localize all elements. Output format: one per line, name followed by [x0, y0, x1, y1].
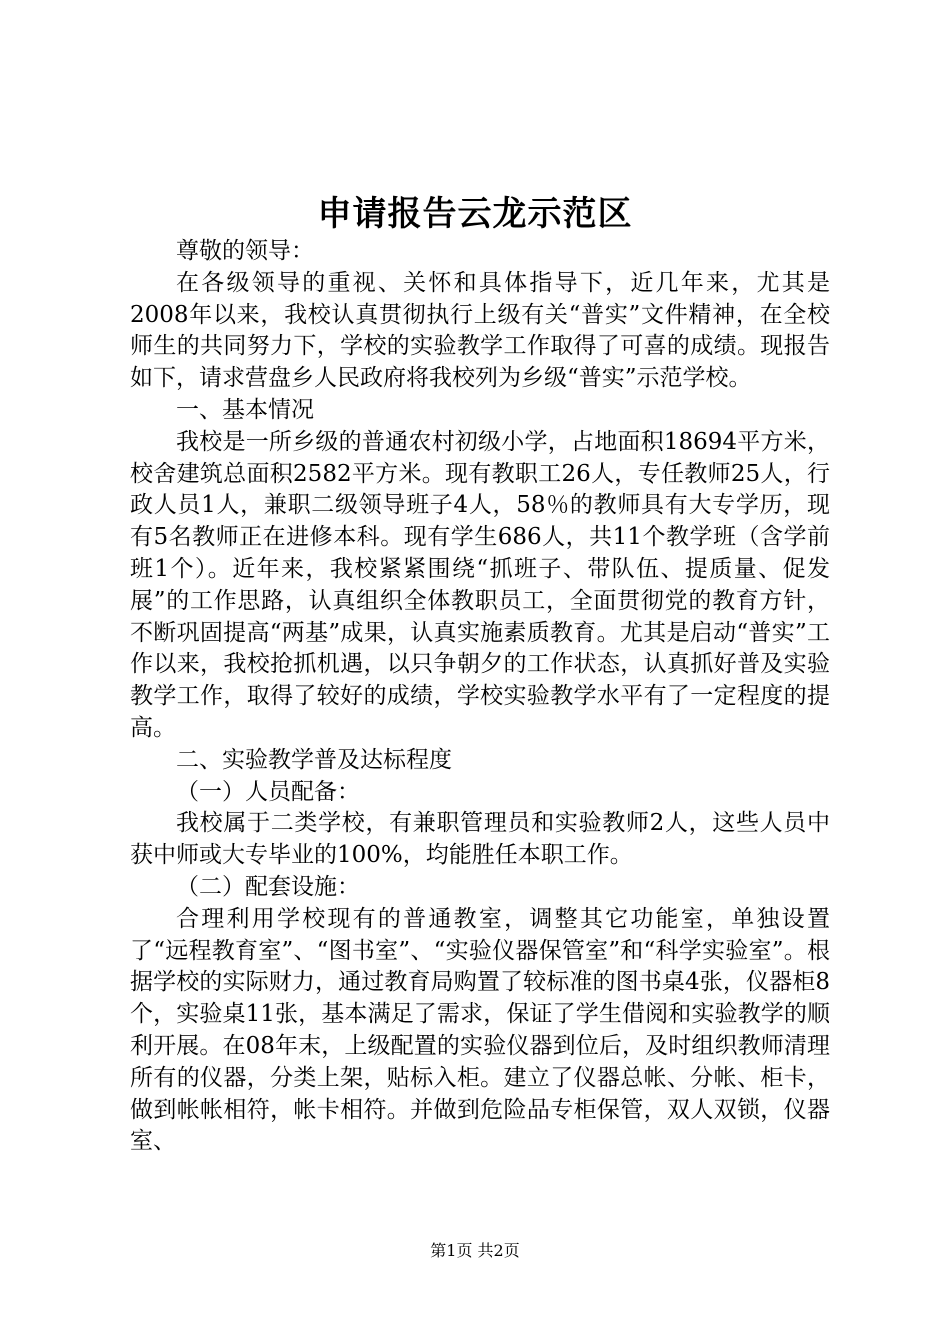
facilities-paragraph: 合理利用学校现有的普通教室，调整其它功能室，单独设置了“远程教育室”、“图书室”、“实验仪器保管室”和“科学实验室”。根据学校的实际财力，通过教育局购置了较标准的图书桌4张，仪器柜8个，实验桌11张，基本满足了需求，保证了学生借阅和实验教学的顺利开展。在08年末，上级配置的实验仪器到位后，及时组织教师清理所有的仪器，分类上架，贴标入柜。建立了仪器总帐、分帐、柜卡，做到帐帐相符，帐卡相符。并做到危险品专柜保管，双人双锁，仪器室、	[130, 905, 830, 1155]
intro-paragraph: 在各级领导的重视、关怀和具体指导下，近几年来，尤其是2008年以来，我校认真贯彻执行上级有关“普实”文件精神，在全校师生的共同努力下，学校的实验教学工作取得了可喜的成绩。现报告如下，请求营盘乡人民政府将我校列为乡级“普实”示范学校。	[130, 269, 830, 392]
section-heading-experiment-standard: 二、实验教学普及达标程度	[176, 746, 452, 773]
basic-info-paragraph: 我校是一所乡级的普通农村初级小学，占地面积18694平方米，校舍建筑总面积2582平方米。现有教职工26人，专任教师25人，行政人员1人，兼职二级领导班子4人，58％的教师具有大专学历，现有5名教师正在进修本科。现有学生686人，共11个教学班（含学前班1个）。近年来，我校紧紧围绕“抓班子、带队伍、提质量、促发展”的工作思路，认真组织全体教职员工，全面贯彻党的教育方针，不断巩固提高“两基”成果，认真实施素质教育。尤其是启动“普实”工作以来，我校抢抓机遇，以只争朝夕的工作状态，认真抓好普及实验教学工作，取得了较好的成绩，学校实验教学水平有了一定程度的提高。	[130, 428, 830, 741]
subheading-facilities: （二）配套设施：	[176, 873, 360, 900]
subheading-staffing: （一）人员配备：	[176, 778, 360, 805]
page-footer: 第1页 共2页	[430, 1241, 520, 1260]
staffing-paragraph: 我校属于二类学校，有兼职管理员和实验教师2人，这些人员中获中师或大专毕业的100%，均能胜任本职工作。	[130, 810, 830, 869]
section-heading-basic-info: 一、基本情况	[176, 396, 314, 423]
document-title: 申请报告云龙示范区	[317, 194, 633, 234]
document-body	[130, 236, 830, 1158]
salutation: 尊敬的领导：	[176, 238, 314, 264]
